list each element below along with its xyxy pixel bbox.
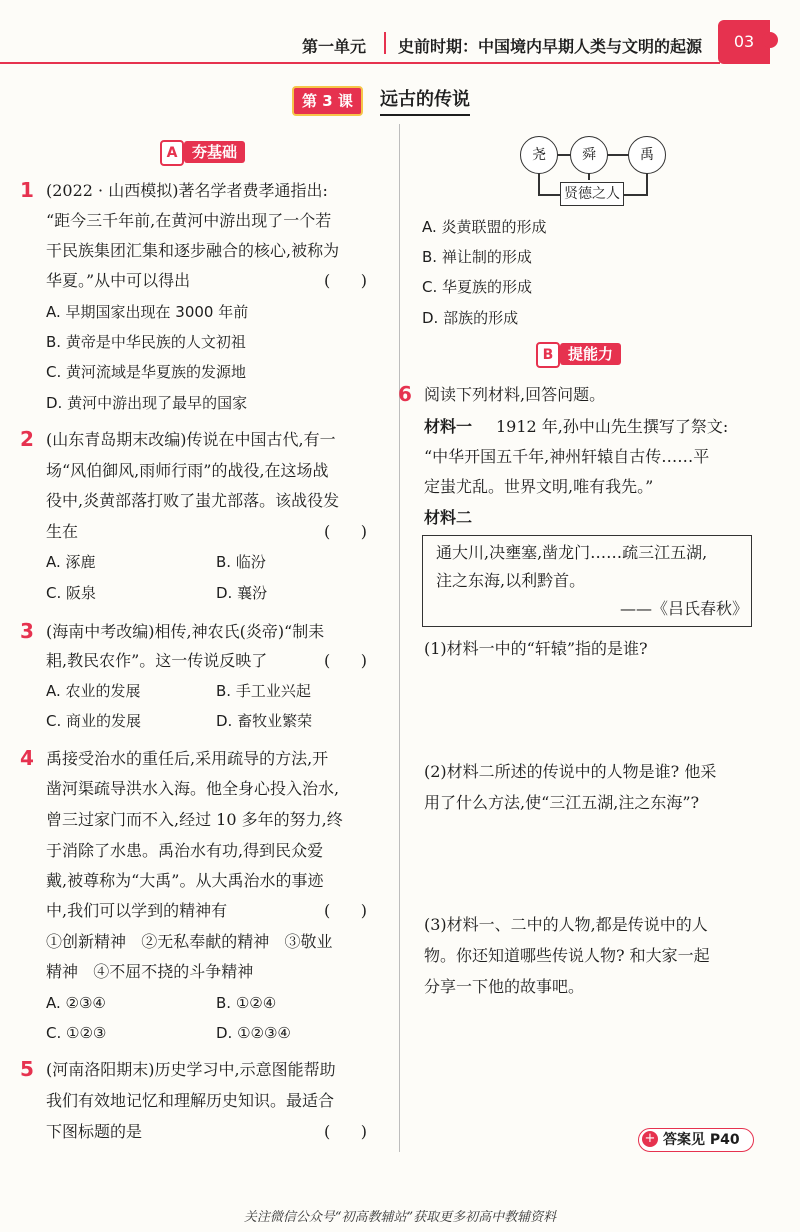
question-text: 凿河渠疏导洪水入海。他全身心投入治水, <box>46 779 340 798</box>
question-text: (海南中考改编)相传,神农氏(炎帝)“制耒 <box>46 622 325 641</box>
page-number: 03 <box>718 20 770 64</box>
answer-blank: ( ) <box>324 522 367 541</box>
option-c: C. 黄河流域是华夏族的发源地 <box>46 363 247 381</box>
statement-list: 精神 ④不屈不挠的斗争精神 <box>46 962 254 981</box>
question-text: 我们有效地记忆和理解历史知识。最适合 <box>46 1091 335 1110</box>
question-text: 华夏。”从中可以得出 <box>46 271 191 290</box>
node-yao: 尧 <box>520 136 558 174</box>
question-number: 4 <box>20 746 34 770</box>
option-a: A. ②③④ <box>46 994 106 1012</box>
option-a: A. 炎黄联盟的形成 <box>422 218 547 236</box>
question-text: (山东青岛期末改编)传说在中国古代,有一 <box>46 430 336 449</box>
answer-reference-badge[interactable] <box>638 1128 754 1152</box>
answer-blank: ( ) <box>324 271 367 290</box>
question-text: 生在 <box>46 522 79 541</box>
statement-list: ①创新精神 ②无私奉献的精神 ③敬业 <box>46 932 333 951</box>
question-text: (2022 · 山西模拟)著名学者费孝通指出: <box>46 181 328 200</box>
option-d: D. 襄汾 <box>216 584 268 602</box>
sub-question-3: 分享一下他的故事吧。 <box>424 977 585 996</box>
option-d: D. ①②③④ <box>216 1024 291 1042</box>
question-text: 场“风伯御风,雨师行雨”的战役,在这场战 <box>46 461 329 480</box>
quote-source: ——《吕氏春秋》 <box>620 599 749 618</box>
sub-question-3: 物。你还知道哪些传说人物? 和大家一起 <box>424 946 710 965</box>
sub-question-2: 用了什么方法,使“三江五湖,注之东海”? <box>424 793 700 812</box>
option-b: B. ①②④ <box>216 994 277 1012</box>
material-text: 1912 年,孙中山先生撰写了祭文: <box>496 417 729 436</box>
question-text: 中,我们可以学到的精神有 <box>46 901 228 920</box>
question-text: 耜,教民农作”。这一传说反映了 <box>46 651 268 670</box>
column-divider <box>399 124 400 1152</box>
option-c: C. 商业的发展 <box>46 712 142 730</box>
quote-text: 注之东海,以利黔首。 <box>436 571 586 590</box>
question-number: 6 <box>398 382 412 406</box>
section-letter: A <box>160 140 184 166</box>
sub-question-3: (3)材料一、二中的人物,都是传说中的人 <box>424 915 708 934</box>
material-text: 定蚩尤乱。世界文明,唯有我先。” <box>424 477 654 496</box>
header-rule <box>0 62 720 64</box>
question-text: 下图标题的是 <box>46 1122 143 1141</box>
question-text: (河南洛阳期末)历史学习中,示意图能帮助 <box>46 1060 336 1079</box>
option-b: B. 禅让制的形成 <box>422 248 532 266</box>
question-text: 于消除了水患。禹治水有功,得到民众爱 <box>46 841 324 860</box>
question-number: 5 <box>20 1057 34 1081</box>
material-2-label: 材料二 <box>424 508 473 527</box>
material-1-label: 材料一 <box>424 417 473 436</box>
option-c: C. 阪泉 <box>46 584 97 602</box>
question-text: 役中,炎黄部落打败了蚩尤部落。该战役发 <box>46 491 340 510</box>
option-a: A. 农业的发展 <box>46 682 141 700</box>
page-header <box>0 22 800 66</box>
diagram-connector <box>622 194 648 196</box>
node-shun: 舜 <box>570 136 608 174</box>
lesson-tag: 第 3 课 <box>292 86 363 116</box>
question-text: “距今三千年前,在黄河中游出现了一个若 <box>46 211 332 230</box>
question-text: 禹接受治水的重任后,采用疏导的方法,开 <box>46 749 329 768</box>
sub-question-1: (1)材料一中的“轩辕”指的是谁? <box>424 639 648 658</box>
section-label: 提能力 <box>560 343 621 365</box>
section-label: 夯基础 <box>184 141 245 163</box>
question-text: 干民族集团汇集和逐步融合的核心,被称为 <box>46 241 340 260</box>
option-d: D. 黄河中游出现了最早的国家 <box>46 394 248 412</box>
unit-label: 第一单元 <box>302 37 367 56</box>
question-number: 3 <box>20 619 34 643</box>
option-c: C. 华夏族的形成 <box>422 278 533 296</box>
lesson-title: 远古的传说 <box>380 86 470 116</box>
answer-blank: ( ) <box>324 1122 367 1141</box>
diagram-connector <box>538 194 562 196</box>
option-b: B. 黄帝是中华民族的人文初祖 <box>46 333 246 351</box>
diagram-connector <box>646 172 648 196</box>
material-text: “中华开国五千年,神州轩辕自古传……平 <box>424 447 710 466</box>
sub-question-2: (2)材料二所述的传说中的人物是谁? 他采 <box>424 762 717 781</box>
question-text: 阅读下列材料,回答问题。 <box>424 385 606 404</box>
diagram-connector <box>538 172 540 196</box>
answer-blank: ( ) <box>324 651 367 670</box>
quote-text: 通大川,决壅塞,凿龙门……疏三江五湖, <box>436 543 708 562</box>
answer-blank: ( ) <box>324 901 367 920</box>
option-d: D. 畜牧业繁荣 <box>216 712 313 730</box>
question-number: 1 <box>20 178 34 202</box>
footer-note: 关注微信公众号“初高教辅站”获取更多初高中教辅资料 <box>243 1210 557 1225</box>
node-yu: 禹 <box>628 136 666 174</box>
option-a: A. 涿鹿 <box>46 553 96 571</box>
plus-icon: + <box>642 1131 658 1147</box>
header-divider <box>384 32 386 54</box>
question-number: 2 <box>20 427 34 451</box>
answer-reference-label: 答案见 P40 <box>663 1132 740 1148</box>
option-d: D. 部族的形成 <box>422 309 519 327</box>
section-letter: B <box>536 342 560 368</box>
question-text: 戴,被尊称为“大禹”。从大禹治水的事迹 <box>46 871 324 890</box>
option-a: A. 早期国家出现在 3000 年前 <box>46 303 249 321</box>
question-text: 曾三过家门而不入,经过 10 多年的努力,终 <box>46 810 343 829</box>
diagram-caption: 贤德之人 <box>560 182 624 206</box>
option-b: B. 手工业兴起 <box>216 682 311 700</box>
option-c: C. ①②③ <box>46 1024 107 1042</box>
option-b: B. 临汾 <box>216 553 266 571</box>
chapter-title: 史前时期：中国境内早期人类与文明的起源 <box>398 37 703 56</box>
